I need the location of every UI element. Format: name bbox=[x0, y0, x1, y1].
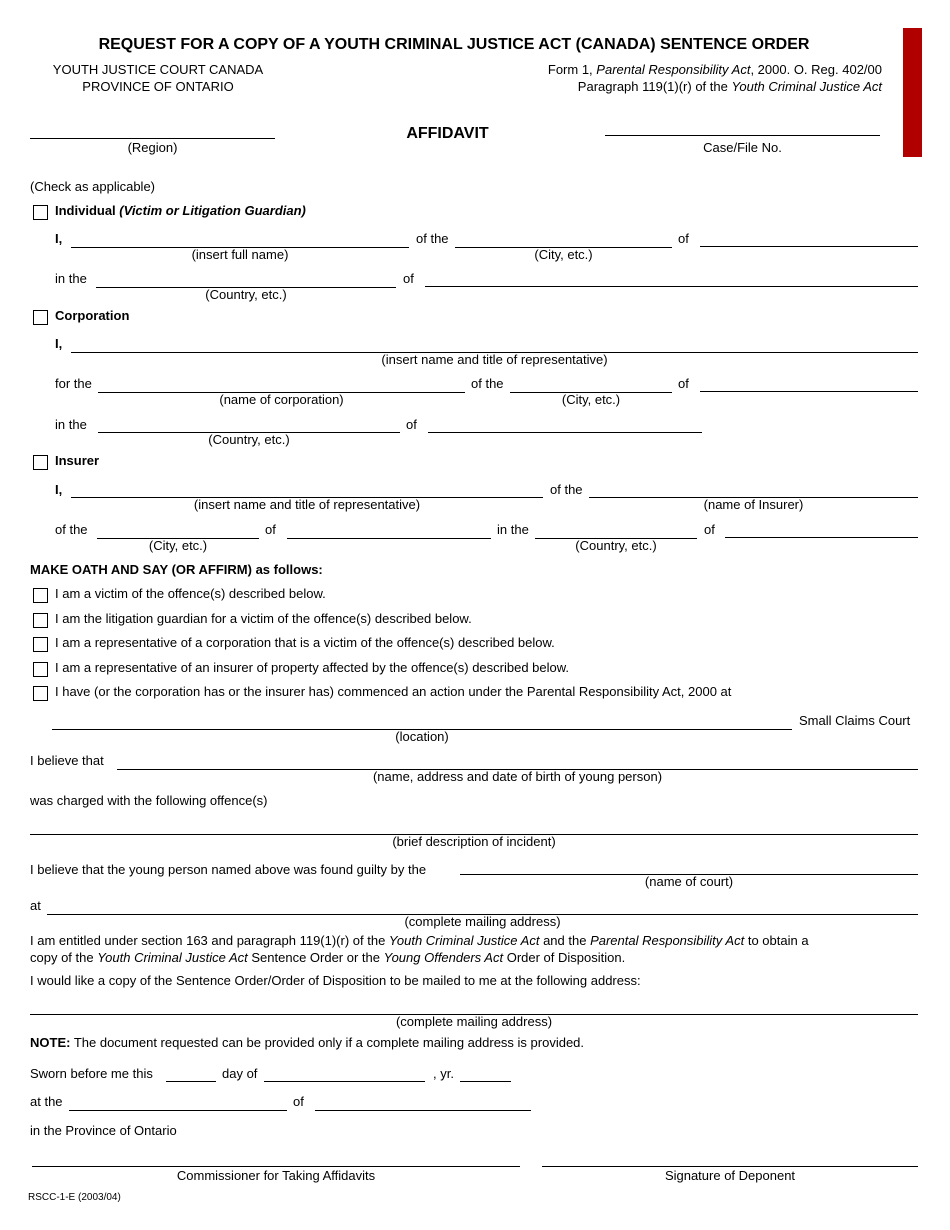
corporation-country2-field[interactable] bbox=[428, 432, 702, 433]
corporation-checkbox[interactable] bbox=[33, 310, 48, 325]
corporation-for-the-label: for the bbox=[55, 376, 92, 391]
individual-country-caption: (Country, etc.) bbox=[205, 287, 287, 302]
incident-caption: (brief description of incident) bbox=[392, 834, 556, 849]
court-name: YOUTH JUSTICE COURT CANADA bbox=[52, 62, 264, 77]
insurer-in-the-label: in the bbox=[497, 522, 529, 537]
insurer-label: Insurer bbox=[55, 453, 100, 468]
insurer-of-label: of bbox=[265, 522, 276, 537]
corporation-in-the-label: in the bbox=[55, 417, 87, 432]
charged-label: was charged with the following offence(s) bbox=[30, 793, 268, 808]
region-caption: (Region) bbox=[127, 140, 178, 155]
oath-item-corporation: I am a representative of a corporation that is a victim of the offence(s) described below. bbox=[55, 635, 555, 650]
case-number-field[interactable] bbox=[605, 135, 880, 136]
oath-item-insurer: I am a representative of an insurer of property affected by the offence(s) described below. bbox=[55, 660, 570, 675]
corporation-name-caption: (name of corporation) bbox=[219, 392, 344, 407]
oath-checkbox-victim[interactable] bbox=[33, 588, 48, 603]
individual-of-the-label: of the bbox=[416, 231, 449, 246]
affidavit-heading: AFFIDAVIT bbox=[406, 125, 489, 142]
sworn-day-field[interactable] bbox=[166, 1081, 216, 1082]
corporation-of-label: of bbox=[678, 376, 689, 391]
guilty-label: I believe that the young person named above was found guilty by the bbox=[30, 862, 427, 877]
province-name: PROVINCE OF ONTARIO bbox=[82, 79, 234, 94]
individual-of2-label: of bbox=[403, 271, 414, 286]
young-person-caption: (name, address and date of birth of young person) bbox=[372, 769, 663, 784]
sworn-year-field[interactable] bbox=[460, 1081, 511, 1082]
paragraph-reference: Paragraph 119(1)(r) of the Youth Criminal Justice Act bbox=[577, 79, 882, 94]
insurer-of2-label: of bbox=[704, 522, 715, 537]
sworn-of-label: of bbox=[293, 1094, 304, 1109]
form-code: RSCC-1-E (2003/04) bbox=[28, 1192, 121, 1203]
year-label: , yr. bbox=[433, 1066, 454, 1081]
insurer-country-caption: (Country, etc.) bbox=[575, 538, 657, 553]
corporation-rep-caption: (insert name and title of representative) bbox=[381, 352, 608, 367]
insurer-of-the2-label: of the bbox=[55, 522, 88, 537]
small-claims-label: Small Claims Court bbox=[799, 713, 911, 728]
form-reference: Form 1, Parental Responsibility Act, 2000. O. Reg. 402/00 bbox=[547, 62, 882, 77]
believe-label: I believe that bbox=[30, 753, 104, 768]
mailing-address-caption: (complete mailing address) bbox=[395, 1014, 553, 1029]
entitled-paragraph-line2: copy of the Youth Criminal Justice Act Sentence Order or the Young Offenders Act Order of Disposition. bbox=[30, 950, 626, 965]
deponent-signature-field[interactable] bbox=[542, 1166, 918, 1167]
individual-checkbox[interactable] bbox=[33, 205, 48, 220]
check-instruction: (Check as applicable) bbox=[30, 179, 156, 194]
individual-in-the-label: in the bbox=[55, 271, 87, 286]
province-statement: in the Province of Ontario bbox=[30, 1123, 177, 1138]
insurer-province-field[interactable] bbox=[287, 538, 491, 539]
corporation-region-field[interactable] bbox=[700, 391, 918, 392]
individual-region-field[interactable] bbox=[700, 246, 918, 247]
sworn-place-field[interactable] bbox=[315, 1110, 531, 1111]
entitled-paragraph-line1: I am entitled under section 163 and paragraph 119(1)(r) of the Youth Criminal Justice Act and the Parental Responsibility Act to obtain a bbox=[30, 933, 809, 948]
insurer-i-label: I, bbox=[55, 482, 63, 497]
at-label: at bbox=[30, 898, 41, 913]
insurer-checkbox[interactable] bbox=[33, 455, 48, 470]
oath-item-action: I have (or the corporation has or the insurer has) commenced an action under the Parental Responsibility Act, 2000 at bbox=[55, 684, 732, 699]
individual-i-label: I, bbox=[55, 231, 63, 246]
court-address-caption: (complete mailing address) bbox=[404, 914, 561, 929]
oath-checkbox-guardian[interactable] bbox=[33, 613, 48, 628]
individual-of-label: of bbox=[678, 231, 689, 246]
individual-country2-field[interactable] bbox=[425, 286, 918, 287]
deponent-caption: Signature of Deponent bbox=[664, 1168, 796, 1183]
oath-checkbox-insurer[interactable] bbox=[33, 662, 48, 677]
sworn-month-field[interactable] bbox=[264, 1081, 425, 1082]
insurer-of-the-label: of the bbox=[550, 482, 583, 497]
insurer-country2-field[interactable] bbox=[725, 537, 918, 538]
insurer-name-caption: (name of Insurer) bbox=[703, 497, 804, 512]
insurer-rep-caption: (insert name and title of representative) bbox=[193, 497, 421, 512]
case-number-caption: Case/File No. bbox=[703, 140, 782, 155]
location-caption: (location) bbox=[395, 729, 449, 744]
region-field[interactable] bbox=[30, 138, 275, 139]
sworn-label: Sworn before me this bbox=[30, 1066, 153, 1081]
corporation-country-caption: (Country, etc.) bbox=[208, 432, 290, 447]
individual-name-caption: (insert full name) bbox=[191, 247, 289, 262]
corporation-of2-label: of bbox=[406, 417, 417, 432]
oath-item-guardian: I am the litigation guardian for a victim of the offence(s) described below. bbox=[55, 611, 472, 626]
corporation-i-label: I, bbox=[55, 336, 63, 351]
form-title: REQUEST FOR A COPY OF A YOUTH CRIMINAL JUSTICE ACT (CANADA) SENTENCE ORDER bbox=[98, 36, 810, 53]
sworn-at-the-label: at the bbox=[30, 1094, 63, 1109]
individual-label: Individual (Victim or Litigation Guardian) bbox=[55, 203, 306, 218]
corporation-of-the-label: of the bbox=[471, 376, 504, 391]
insurer-city-caption: (City, etc.) bbox=[148, 538, 208, 553]
oath-heading: MAKE OATH AND SAY (OR AFFIRM) as follows: bbox=[30, 562, 323, 577]
day-of-label: day of bbox=[222, 1066, 258, 1081]
sworn-city-field[interactable] bbox=[69, 1110, 287, 1111]
corporation-label: Corporation bbox=[55, 308, 130, 323]
corporation-city-caption: (City, etc.) bbox=[561, 392, 621, 407]
individual-city-caption: (City, etc.) bbox=[534, 247, 593, 262]
oath-item-victim: I am a victim of the offence(s) described below. bbox=[55, 586, 326, 601]
oath-checkbox-corporation[interactable] bbox=[33, 637, 48, 652]
court-name-caption: (name of court) bbox=[644, 874, 734, 889]
oath-checkbox-action[interactable] bbox=[33, 686, 48, 701]
commissioner-caption: Commissioner for Taking Affidavits bbox=[176, 1168, 376, 1183]
mailing-request: I would like a copy of the Sentence Order/Order of Disposition to be mailed to me at the following address: bbox=[30, 973, 641, 988]
note-text: NOTE: The document requested can be provided only if a complete mailing address is provided. bbox=[30, 1035, 585, 1050]
commissioner-signature-field[interactable] bbox=[32, 1166, 520, 1167]
